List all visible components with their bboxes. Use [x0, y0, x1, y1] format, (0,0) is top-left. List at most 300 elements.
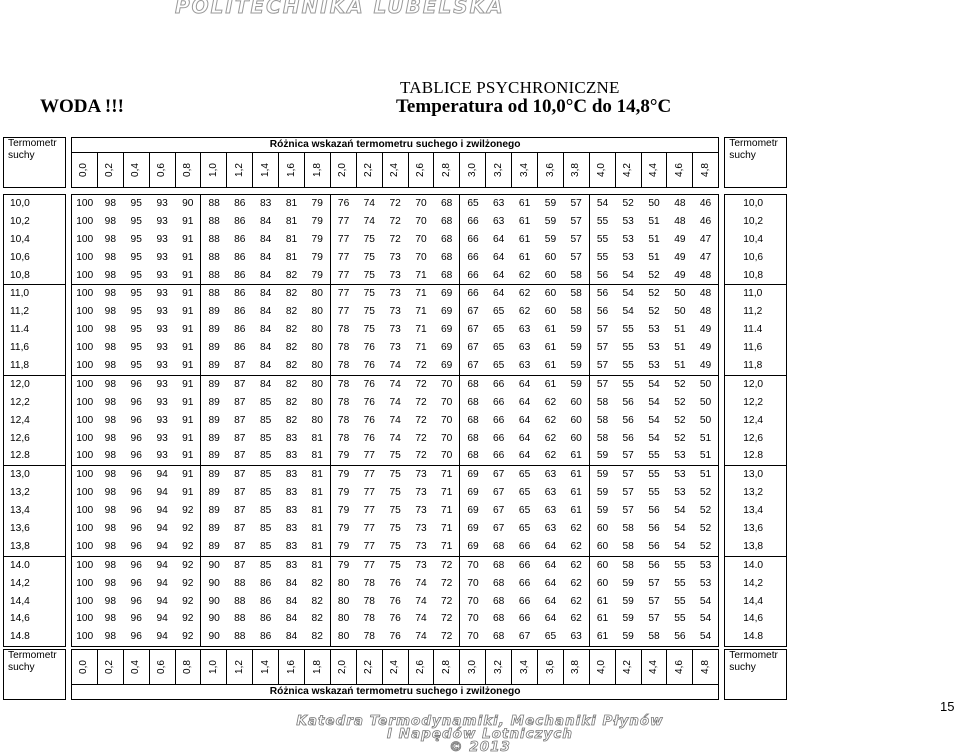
- humidity-cell: 76: [363, 396, 375, 408]
- humidity-cell: 51: [667, 357, 693, 375]
- humidity-cell: 82: [285, 342, 298, 354]
- humidity-cell: 80: [330, 628, 356, 646]
- humidity-cell: 58: [589, 412, 615, 430]
- diff-column-header: [460, 153, 486, 188]
- humidity-cell: 53: [622, 233, 634, 245]
- diff-column-header: [253, 650, 279, 685]
- humidity-cell: 98: [104, 613, 116, 625]
- humidity-cell: 86: [234, 251, 246, 263]
- diff-column-header: [279, 650, 305, 685]
- humidity-cell: 77: [356, 538, 382, 556]
- diff-column-header: [641, 153, 667, 188]
- humidity-cell: 59: [622, 595, 634, 607]
- humidity-cell: 75: [389, 505, 401, 517]
- humidity-cell: 70: [434, 375, 460, 393]
- humidity-cell: 61: [544, 342, 557, 354]
- diff-column-label: 2,4: [389, 660, 401, 675]
- humidity-cell: 62: [512, 267, 538, 285]
- diff-column-header: [175, 153, 201, 188]
- diff-column-label: 0,0: [78, 660, 90, 675]
- humidity-cell: 57: [622, 487, 634, 499]
- humidity-cell: 79: [311, 215, 323, 227]
- table-row: [4, 538, 787, 556]
- humidity-cell: 62: [570, 522, 582, 534]
- diff-column-label: 0,0: [78, 163, 90, 177]
- humidity-cell: 87: [227, 357, 253, 375]
- humidity-cell: 100: [72, 231, 98, 249]
- humidity-cell: 72: [389, 233, 401, 245]
- humidity-cell: 47: [693, 231, 719, 249]
- humidity-cell: 68: [493, 577, 505, 589]
- humidity-cell: 84: [260, 324, 272, 336]
- table-row: [4, 303, 787, 321]
- humidity-cell: 64: [518, 414, 531, 426]
- humidity-cell: 87: [227, 466, 253, 484]
- humidity-cell: 69: [460, 520, 486, 538]
- humidity-cell: 79: [330, 556, 356, 574]
- humidity-cell: 59: [615, 628, 641, 646]
- humidity-cell: 98: [97, 375, 123, 393]
- diff-column-label: 2,2: [363, 660, 375, 675]
- humidity-cell: 86: [260, 577, 272, 589]
- humidity-cell: 71: [408, 285, 434, 303]
- humidity-cell: 73: [389, 342, 401, 354]
- humidity-cell: 66: [486, 375, 512, 393]
- humidity-cell: 69: [460, 466, 486, 484]
- humidity-cell: 57: [615, 466, 641, 484]
- humidity-cell: 48: [674, 215, 686, 227]
- humidity-cell: 75: [363, 233, 375, 245]
- humidity-cell: 79: [330, 484, 356, 502]
- humidity-cell: 96: [123, 466, 149, 484]
- diff-column-label: 3,4: [518, 163, 530, 177]
- humidity-cell: 57: [589, 339, 615, 357]
- humidity-cell: 51: [674, 324, 686, 336]
- dry-temp-cell: 10,6: [4, 249, 66, 267]
- humidity-cell: 98: [104, 251, 116, 263]
- humidity-cell: 67: [493, 487, 505, 499]
- diff-column-header: [382, 153, 408, 188]
- humidity-cell: 86: [260, 613, 272, 625]
- humidity-cell: 61: [563, 466, 589, 484]
- humidity-cell: 75: [382, 556, 408, 574]
- humidity-cell: 72: [389, 215, 401, 227]
- diff-column-header: [486, 650, 512, 685]
- humidity-cell: 86: [260, 595, 272, 607]
- humidity-cell: 56: [648, 505, 660, 517]
- humidity-cell: 76: [356, 375, 382, 393]
- humidity-cell: 57: [589, 375, 615, 393]
- humidity-cell: 52: [674, 396, 686, 408]
- humidity-cell: 80: [305, 357, 331, 375]
- humidity-cell: 87: [234, 487, 246, 499]
- humidity-cell: 83: [285, 432, 298, 444]
- dry-thermometer-label-right: Termometr suchy: [725, 650, 787, 700]
- humidity-cell: 60: [570, 432, 582, 444]
- humidity-cell: 88: [234, 595, 246, 607]
- humidity-cell: 76: [363, 432, 375, 444]
- humidity-cell: 66: [493, 432, 505, 444]
- humidity-cell: 64: [518, 396, 531, 408]
- diff-column-header: [589, 153, 615, 188]
- humidity-cell: 94: [156, 505, 168, 517]
- humidity-cell: 78: [330, 430, 356, 448]
- dry-temp-cell-right: 12,2: [725, 394, 787, 412]
- humidity-cell: 92: [182, 613, 194, 625]
- humidity-cell: 59: [563, 357, 589, 375]
- humidity-cell: 65: [493, 342, 505, 354]
- humidity-cell: 57: [648, 595, 660, 607]
- humidity-cell: 54: [622, 306, 634, 318]
- humidity-cell: 61: [570, 505, 582, 517]
- humidity-cell: 84: [285, 577, 298, 589]
- table-row: [4, 285, 787, 303]
- humidity-cell: 87: [227, 538, 253, 556]
- humidity-cell: 95: [130, 251, 142, 263]
- diff-column-label: 1,2: [233, 660, 245, 675]
- humidity-cell: 63: [563, 628, 589, 646]
- diff-column-label: 3,0: [466, 660, 478, 675]
- header-ticks-row: [4, 153, 787, 188]
- humidity-cell: 96: [130, 613, 142, 625]
- humidity-cell: 59: [544, 233, 557, 245]
- humidity-cell: 71: [434, 466, 460, 484]
- humidity-cell: 89: [201, 394, 227, 412]
- humidity-cell: 79: [311, 251, 323, 263]
- humidity-cell: 91: [182, 233, 194, 245]
- humidity-cell: 91: [182, 414, 194, 426]
- humidity-cell: 77: [330, 267, 356, 285]
- humidity-cell: 73: [389, 306, 401, 318]
- humidity-cell: 85: [260, 414, 272, 426]
- humidity-cell: 98: [104, 595, 116, 607]
- dry-temp-cell-right: 13,6: [725, 520, 787, 538]
- humidity-cell: 94: [149, 556, 175, 574]
- humidity-cell: 67: [486, 466, 512, 484]
- diff-column-header: [175, 650, 201, 685]
- table-row: [4, 412, 787, 430]
- humidity-cell: 98: [104, 396, 116, 408]
- humidity-cell: 54: [693, 593, 719, 611]
- diff-column-header: [641, 650, 667, 685]
- table-row: [4, 466, 787, 484]
- humidity-cell: 58: [563, 285, 589, 303]
- humidity-cell: 91: [182, 306, 194, 318]
- humidity-cell: 78: [330, 357, 356, 375]
- humidity-cell: 66: [512, 556, 538, 574]
- humidity-cell: 96: [123, 538, 149, 556]
- psychrometric-table: [3, 137, 787, 700]
- dry-temp-cell: 12,2: [4, 394, 66, 412]
- humidity-cell: 68: [434, 195, 460, 213]
- humidity-cell: 94: [149, 466, 175, 484]
- diff-column-header: [123, 153, 149, 188]
- humidity-cell: 91: [175, 267, 201, 285]
- humidity-cell: 93: [156, 432, 168, 444]
- diff-column-header: [615, 153, 641, 188]
- humidity-cell: 86: [227, 285, 253, 303]
- diff-column-header: [434, 650, 460, 685]
- humidity-cell: 79: [305, 195, 331, 213]
- humidity-cell: 57: [589, 357, 615, 375]
- humidity-cell: 98: [97, 466, 123, 484]
- humidity-cell: 65: [460, 195, 486, 213]
- humidity-cell: 58: [615, 538, 641, 556]
- diff-column-label: 4,6: [673, 660, 685, 675]
- table-row: [4, 195, 787, 213]
- humidity-cell: 53: [641, 357, 667, 375]
- humidity-cell: 73: [415, 487, 427, 499]
- humidity-cell: 84: [253, 375, 279, 393]
- humidity-cell: 90: [201, 610, 227, 628]
- dry-temp-cell-right: 14,2: [725, 575, 787, 593]
- humidity-cell: 62: [570, 595, 582, 607]
- humidity-cell: 58: [622, 522, 634, 534]
- humidity-cell: 66: [460, 285, 486, 303]
- humidity-cell: 48: [693, 267, 719, 285]
- dry-thermometer-label: Termometr suchy: [4, 650, 66, 700]
- humidity-cell: 74: [415, 595, 427, 607]
- humidity-cell: 96: [130, 396, 142, 408]
- humidity-cell: 56: [641, 556, 667, 574]
- humidity-cell: 50: [674, 306, 686, 318]
- humidity-cell: 90: [201, 628, 227, 646]
- humidity-cell: 55: [648, 487, 660, 499]
- humidity-cell: 58: [641, 628, 667, 646]
- humidity-cell: 79: [330, 538, 356, 556]
- humidity-cell: 68: [434, 267, 460, 285]
- humidity-cell: 69: [460, 502, 486, 520]
- institution-logo: POLITECHNIKA LUBELSKA: [175, 0, 505, 18]
- humidity-cell: 72: [408, 357, 434, 375]
- dry-temp-cell: 10,8: [4, 267, 66, 285]
- humidity-cell: 68: [486, 556, 512, 574]
- dry-thermometer-label: Termometr suchy: [4, 138, 66, 188]
- humidity-cell: 69: [460, 484, 486, 502]
- humidity-cell: 61: [589, 628, 615, 646]
- humidity-cell: 49: [674, 251, 686, 263]
- humidity-cell: 57: [615, 447, 641, 465]
- humidity-cell: 62: [544, 396, 557, 408]
- humidity-cell: 71: [440, 505, 453, 517]
- table-row: [4, 321, 787, 339]
- dry-temp-cell: 11,6: [4, 339, 66, 357]
- humidity-cell: 66: [518, 577, 531, 589]
- diff-column-header: [486, 153, 512, 188]
- humidity-cell: 87: [234, 414, 246, 426]
- humidity-cell: 92: [182, 577, 194, 589]
- diff-column-label: 2,6: [415, 163, 427, 177]
- diff-column-label: 2,8: [440, 660, 452, 675]
- humidity-cell: 98: [97, 538, 123, 556]
- humidity-cell: 98: [104, 577, 116, 589]
- humidity-cell: 87: [234, 522, 246, 534]
- humidity-cell: 59: [538, 195, 564, 213]
- dry-temp-cell-right: 10,6: [725, 249, 787, 267]
- humidity-cell: 52: [674, 414, 686, 426]
- humidity-cell: 95: [130, 233, 142, 245]
- humidity-cell: 71: [415, 324, 427, 336]
- humidity-cell: 93: [156, 324, 168, 336]
- table-row: [4, 628, 787, 646]
- humidity-cell: 61: [538, 375, 564, 393]
- humidity-cell: 81: [305, 466, 331, 484]
- humidity-cell: 70: [460, 628, 486, 646]
- humidity-cell: 68: [486, 628, 512, 646]
- humidity-cell: 54: [667, 538, 693, 556]
- diff-column-header: [615, 650, 641, 685]
- diff-column-label: 4,0: [596, 163, 608, 177]
- humidity-cell: 76: [356, 357, 382, 375]
- table-row: [4, 339, 787, 357]
- humidity-cell: 48: [667, 195, 693, 213]
- humidity-cell: 86: [227, 195, 253, 213]
- humidity-cell: 70: [415, 215, 427, 227]
- humidity-cell: 100: [72, 267, 98, 285]
- humidity-cell: 68: [493, 613, 505, 625]
- humidity-cell: 64: [518, 432, 531, 444]
- humidity-cell: 59: [563, 375, 589, 393]
- humidity-cell: 51: [648, 251, 660, 263]
- table-row: [4, 394, 787, 412]
- humidity-cell: 69: [434, 285, 460, 303]
- dry-temp-cell-right: 11.4: [725, 321, 787, 339]
- humidity-cell: 73: [415, 505, 427, 517]
- humidity-cell: 87: [234, 432, 246, 444]
- humidity-cell: 95: [130, 215, 142, 227]
- humidity-cell: 91: [175, 285, 201, 303]
- humidity-cell: 66: [460, 231, 486, 249]
- humidity-cell: 63: [544, 487, 557, 499]
- humidity-cell: 64: [544, 577, 557, 589]
- diff-column-header: [434, 153, 460, 188]
- humidity-cell: 55: [674, 595, 686, 607]
- humidity-cell: 70: [440, 414, 453, 426]
- table-row: [4, 575, 787, 593]
- humidity-cell: 63: [538, 466, 564, 484]
- humidity-cell: 66: [518, 613, 531, 625]
- diff-column-header: [693, 153, 719, 188]
- humidity-cell: 96: [130, 432, 142, 444]
- diff-column-label: 1,6: [285, 163, 297, 177]
- diff-column-header: [149, 153, 175, 188]
- humidity-cell: 89: [201, 447, 227, 465]
- humidity-cell: 56: [622, 396, 634, 408]
- humidity-cell: 62: [544, 414, 557, 426]
- humidity-cell: 90: [201, 575, 227, 593]
- humidity-cell: 57: [563, 195, 589, 213]
- humidity-cell: 55: [589, 249, 615, 267]
- humidity-cell: 77: [330, 249, 356, 267]
- humidity-cell: 91: [182, 215, 194, 227]
- humidity-cell: 100: [72, 502, 98, 520]
- humidity-cell: 67: [460, 339, 486, 357]
- humidity-cell: 58: [589, 430, 615, 448]
- humidity-cell: 94: [156, 613, 168, 625]
- humidity-cell: 81: [305, 447, 331, 465]
- table-row: [4, 556, 787, 574]
- humidity-cell: 56: [589, 303, 615, 321]
- humidity-cell: 74: [389, 432, 401, 444]
- humidity-cell: 92: [175, 628, 201, 646]
- humidity-cell: 59: [589, 466, 615, 484]
- humidity-cell: 49: [674, 233, 686, 245]
- humidity-cell: 100: [72, 249, 98, 267]
- diff-column-header: [72, 650, 98, 685]
- humidity-cell: 53: [674, 487, 686, 499]
- humidity-cell: 87: [227, 556, 253, 574]
- humidity-cell: 55: [589, 213, 615, 231]
- humidity-cell: 52: [693, 538, 719, 556]
- humidity-cell: 59: [570, 324, 582, 336]
- humidity-cell: 78: [330, 412, 356, 430]
- humidity-cell: 55: [667, 556, 693, 574]
- humidity-cell: 75: [363, 324, 375, 336]
- humidity-cell: 74: [382, 375, 408, 393]
- humidity-cell: 66: [460, 249, 486, 267]
- humidity-cell: 73: [382, 285, 408, 303]
- humidity-cell: 93: [156, 233, 168, 245]
- table-row: [4, 593, 787, 611]
- diff-column-label: 2,8: [440, 163, 452, 177]
- table-row: [4, 447, 787, 465]
- table-row: [4, 430, 787, 448]
- humidity-cell: 66: [512, 538, 538, 556]
- dry-temp-cell: 12,6: [4, 430, 66, 448]
- humidity-cell: 65: [493, 306, 505, 318]
- humidity-cell: 58: [570, 306, 582, 318]
- humidity-cell: 53: [667, 466, 693, 484]
- humidity-cell: 55: [641, 466, 667, 484]
- humidity-cell: 79: [311, 233, 323, 245]
- humidity-cell: 93: [156, 251, 168, 263]
- table-row: [4, 610, 787, 628]
- humidity-cell: 98: [104, 233, 116, 245]
- humidity-cell: 95: [123, 195, 149, 213]
- humidity-cell: 95: [123, 357, 149, 375]
- humidity-cell: 65: [486, 357, 512, 375]
- humidity-cell: 61: [544, 324, 557, 336]
- dry-temp-cell-right: 14.8: [725, 628, 787, 646]
- humidity-cell: 66: [493, 414, 505, 426]
- humidity-cell: 50: [693, 412, 719, 430]
- humidity-cell: 65: [518, 522, 531, 534]
- diff-column-label: 1,6: [285, 660, 297, 675]
- humidity-cell: 75: [389, 487, 401, 499]
- dry-temp-cell-right: 11,0: [725, 285, 787, 303]
- dry-temp-cell-right: 12.8: [725, 447, 787, 465]
- diff-column-label: 3,6: [544, 660, 556, 675]
- humidity-cell: 73: [408, 556, 434, 574]
- humidity-cell: 93: [156, 414, 168, 426]
- dry-temp-cell: 10,0: [4, 195, 66, 213]
- humidity-cell: 53: [667, 447, 693, 465]
- humidity-cell: 59: [589, 484, 615, 502]
- humidity-cell: 98: [97, 195, 123, 213]
- humidity-cell: 86: [234, 306, 246, 318]
- table-row: [4, 520, 787, 538]
- humidity-cell: 51: [693, 447, 719, 465]
- humidity-cell: 100: [72, 538, 98, 556]
- humidity-cell: 69: [440, 306, 453, 318]
- diff-column-label: 3,8: [570, 660, 582, 675]
- humidity-cell: 79: [330, 520, 356, 538]
- humidity-cell: 70: [415, 251, 427, 263]
- humidity-cell: 91: [182, 487, 194, 499]
- diff-column-header: [408, 650, 434, 685]
- humidity-cell: 50: [641, 195, 667, 213]
- table-row: [4, 213, 787, 231]
